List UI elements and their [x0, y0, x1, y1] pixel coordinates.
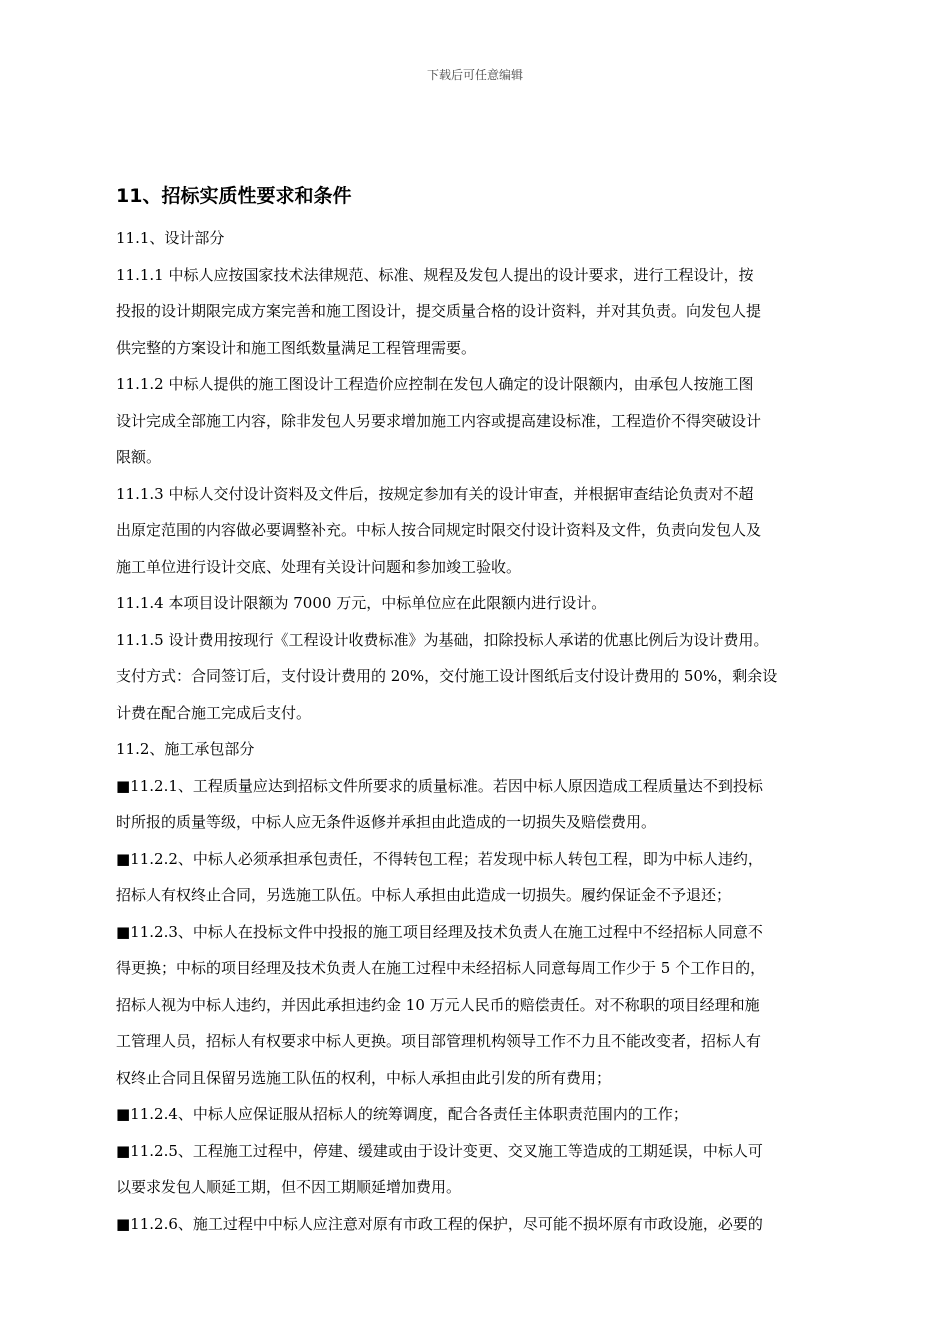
- text-line: ■11.2.3、中标人在投标文件中投报的施工项目经理及技术负责人在施工过程中不经招标人同意不: [116, 922, 763, 941]
- text-line: 计费在配合施工完成后支付。: [116, 703, 312, 722]
- text-line: 供完整的方案设计和施工图纸数量满足工程管理需要。: [116, 338, 477, 357]
- text-line: ■11.2.5、工程施工过程中，停建、缓建或由于设计变更、交叉施工等造成的工期延误，中标人可: [116, 1141, 763, 1160]
- text-line: 施工单位进行设计交底、处理有关设计问题和参加竣工验收。: [116, 557, 522, 576]
- page-header: 下载后可任意编辑: [426, 68, 523, 82]
- paragraph-11-1-4: [116, 585, 838, 622]
- text-line: ■11.2.4、中标人应保证服从招标人的统筹调度，配合各责任主体职责范围内的工作；: [116, 1105, 688, 1123]
- text-line: 限额。: [116, 448, 162, 466]
- text-line: 权终止合同且保留另选施工队伍的权利，中标人承担由此引发的所有费用；: [116, 1068, 612, 1087]
- text-line: 以要求发包人顺延工期，但不因工期顺延增加费用。: [116, 1178, 462, 1196]
- text-line: 11.1、设计部分: [116, 229, 225, 247]
- text-line: 11.1.4 本项目设计限额为 7000 万元，中标单位应在此限额内进行设计。: [116, 594, 607, 612]
- paragraph-11-1-5: [116, 622, 838, 732]
- text-line: 招标人视为中标人违约，并因此承担违约金 10 万元人民币的赔偿责任。对不称职的项目经理和施: [116, 995, 760, 1014]
- text-line: ■11.2.6、施工过程中中标人应注意对原有市政工程的保护，尽可能不损坏原有市政设施，必要的: [116, 1214, 763, 1233]
- text-line: 工管理人员，招标人有权要求中标人更换。项目部管理机构领导工作不力且不能改变者，招标人有: [116, 1032, 762, 1050]
- paragraph-11-1-3: [116, 476, 838, 586]
- text-line: 招标人有权终止合同，另选施工队伍。中标人承担由此造成一切损失。履约保证金不予退还；: [116, 886, 732, 904]
- paragraph-11-2-2: [116, 841, 838, 914]
- text-line: ■11.2.2、中标人必须承担承包责任，不得转包工程；若发现中标人转包工程，即为中标人违约，: [116, 849, 763, 868]
- paragraph-11-2-4: [116, 1096, 838, 1133]
- text-line: 11.1.5 设计费用按现行《工程设计收费标准》为基础，扣除投标人承诺的优惠比例后为设计费用。: [116, 630, 769, 649]
- text-line: ■11.2.1、工程质量应达到招标文件所要求的质量标准。若因中标人原因造成工程质量达不到投标: [116, 776, 763, 795]
- text-line: 得更换；中标的项目经理及技术负责人在施工过程中未经招标人同意每周工作少于 5 个工作日的，: [116, 959, 766, 977]
- text-line: 出原定范围的内容做必要调整补充。中标人按合同规定时限交付设计资料及文件，负责向发包人及: [116, 521, 762, 539]
- paragraph-11-2: [116, 731, 838, 768]
- text-line: 时所报的质量等级，中标人应无条件返修并承担由此造成的一切损失及赔偿费用。: [116, 813, 657, 831]
- text-line: 设计完成全部施工内容，除非发包人另要求增加施工内容或提高建设标准，工程造价不得突破设计: [116, 411, 762, 430]
- text-line: 11.1.1 中标人应按国家技术法律规范、标准、规程及发包人提出的设计要求，进行工程设计，按: [116, 265, 754, 284]
- paragraph-11-1-2: [116, 366, 838, 476]
- paragraph-11-2-6: [116, 1206, 838, 1243]
- text-line: 11.1.2 中标人提供的施工图设计工程造价应控制在发包人确定的设计限额内，由承包人按施工图: [116, 375, 754, 393]
- paragraph-11-1: [116, 220, 838, 257]
- text-line: 支付方式：合同签订后，支付设计费用的 20%，交付施工设计图纸后支付设计费用的 50%，剩余设: [116, 667, 778, 685]
- paragraph-11-2-5: [116, 1133, 838, 1206]
- text-line: 11.2、施工承包部分: [116, 740, 255, 758]
- text-line: 投报的设计期限完成方案完善和施工图设计，提交质量合格的设计资料，并对其负责。向发包人提: [116, 302, 762, 320]
- document-body: [116, 220, 838, 1242]
- section-title: 11、招标实质性要求和条件: [116, 185, 352, 207]
- paragraph-11-2-3: [116, 914, 838, 1097]
- paragraph-11-2-1: [116, 768, 838, 841]
- text-line: 11.1.3 中标人交付设计资料及文件后，按规定参加有关的设计审查，并根据审查结论负责对不超: [116, 484, 754, 503]
- paragraph-11-1-1: [116, 257, 838, 367]
